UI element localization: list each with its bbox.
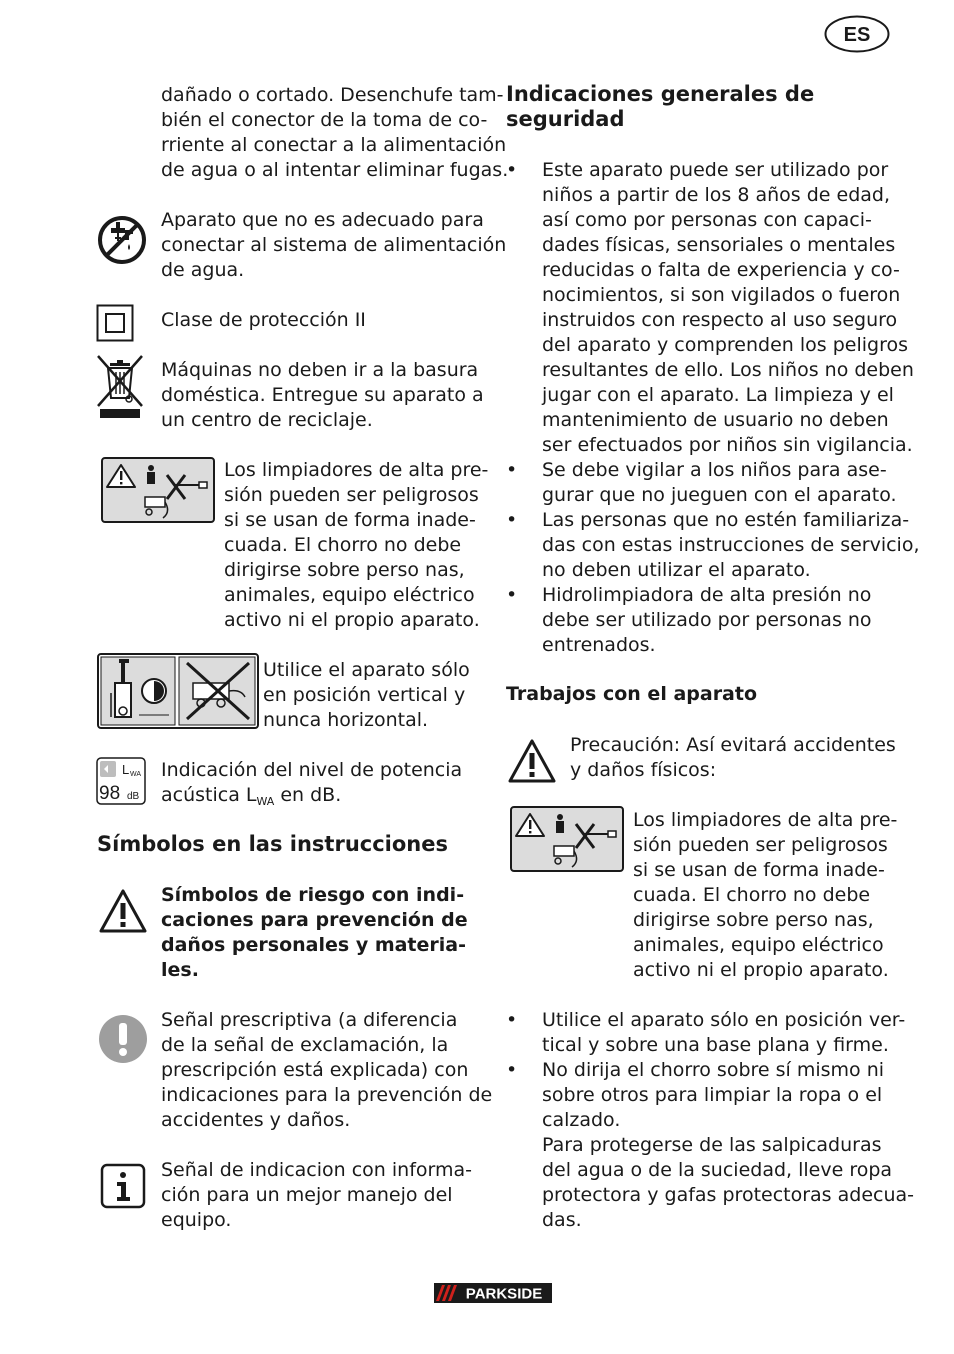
text-line: indicaciones para la prevención de — [161, 1084, 493, 1106]
high-pressure-danger-label-icon — [101, 457, 215, 523]
list-item-text — [542, 1058, 914, 1233]
text-line: accidentes y daños. — [161, 1109, 351, 1131]
text-line: de la señal de exclamación, la — [161, 1034, 449, 1056]
text-line: Utilice el aparato sólo — [263, 659, 470, 681]
text-line: animales, equipo eléctrico — [633, 934, 884, 956]
text-line: activo ni el propio aparato. — [633, 959, 889, 981]
text-line: bién el conector de la toma de co- — [161, 109, 488, 131]
caution-triangle-icon — [507, 738, 557, 784]
heading-line: Indicaciones generales de — [506, 82, 815, 106]
sound-icon-value: 98 — [99, 783, 121, 804]
text-line: daños personales y materia- — [161, 934, 466, 956]
text-line: Símbolos de riesgo con indi- — [161, 884, 465, 906]
prescriptive-sign-text — [161, 1008, 492, 1133]
text-line: sobre otros para limpiar la ropa o el — [542, 1084, 883, 1106]
brand-name: PARKSIDE — [465, 1285, 543, 1303]
text-line: calzado. — [542, 1109, 621, 1131]
text-line: dades físicas, sensoriales o mentales — [542, 234, 896, 256]
text-line: les. — [161, 959, 199, 981]
language-code: ES — [843, 24, 871, 46]
text-line: rriente al conectar a la alimentación — [161, 134, 507, 156]
text-line: ción para un mejor manejo del — [161, 1184, 453, 1206]
text-line: Este aparato puede ser utilizado por — [542, 159, 889, 181]
subscript: WA — [256, 795, 275, 808]
text-line: del aparato y comprenden los peligros — [542, 334, 908, 356]
text-line: sión pueden ser peligrosos — [633, 834, 888, 856]
bullet: • — [506, 1059, 518, 1081]
no-water-connection-icon — [96, 214, 148, 266]
text-line: un centro de reciclaje. — [161, 409, 373, 431]
sound-icon-unit: dB — [127, 791, 140, 802]
text-line: conectar al sistema de alimentación — [161, 234, 507, 256]
bullet: • — [506, 584, 518, 606]
text-line: Precaución: Así evitará accidentes — [570, 734, 896, 756]
bullet: • — [506, 459, 518, 481]
text-line: Aparato que no es adecuado para — [161, 209, 484, 231]
work-bullet-list — [506, 1008, 926, 1238]
sound-icon-sub: WA — [130, 771, 142, 778]
prescriptive-sign-icon — [98, 1014, 148, 1064]
text-line: debe ser utilizado por personas no — [542, 609, 872, 631]
safety-heading — [506, 82, 814, 132]
text-line: tical y sobre una base plana y firme. — [542, 1034, 889, 1056]
text-line: si se usan de forma inade- — [633, 859, 885, 881]
safety-bullet-list — [506, 158, 926, 658]
protection-class-text: Clase de protección II — [161, 309, 366, 331]
text-line: activo ni el propio aparato. — [224, 609, 480, 631]
intro-paragraph — [161, 83, 508, 183]
bullet: • — [506, 159, 518, 181]
text-line: das. — [542, 1209, 582, 1231]
text-line: resultantes de ello. Los niños no deben — [542, 359, 914, 381]
danger-text-left — [224, 458, 488, 633]
text-line: en posición vertical y — [263, 684, 466, 706]
text-line: así como por personas con capaci- — [542, 209, 872, 231]
text-line: cuada. El chorro no debe — [633, 884, 871, 906]
protection-class-ii-icon — [96, 304, 134, 342]
text-line: nocimientos, si son vigilados o fueron — [542, 284, 901, 306]
vertical-use-text — [263, 658, 470, 733]
text-line: Se debe vigilar a los niños para ase- — [542, 459, 887, 481]
sound-power-text — [161, 758, 462, 814]
text-line: Señal de indicacion con informa- — [161, 1159, 472, 1181]
text-line: del agua o de la suciedad, lleve ropa — [542, 1159, 893, 1181]
text-line: No dirija el chorro sobre sí mismo ni — [542, 1059, 885, 1081]
text-line: Los limpiadores de alta pre- — [633, 809, 898, 831]
text-line: sión pueden ser peligrosos — [224, 484, 479, 506]
text-line: entrenados. — [542, 634, 656, 656]
list-item-text — [542, 158, 914, 458]
sound-icon-l: L — [122, 762, 130, 777]
text-line: mantenimiento de usuario no deben — [542, 409, 889, 431]
text-line: y daños físicos: — [570, 759, 717, 781]
caution-text — [570, 733, 896, 783]
list-item-text — [542, 1008, 905, 1058]
text-line: ser efectuados por niños sin vigilancia. — [542, 434, 913, 456]
heading-line: seguridad — [506, 107, 625, 131]
vertical-use-label-icon — [97, 653, 259, 729]
text-line: no deben utilizar el aparato. — [542, 559, 811, 581]
text-line: animales, equipo eléctrico — [224, 584, 475, 606]
text-line: Señal prescriptiva (a diferencia — [161, 1009, 458, 1031]
bullet: • — [506, 509, 518, 531]
bullet: • — [506, 1009, 518, 1031]
text-line: nunca horizontal. — [263, 709, 429, 731]
text-line: Máquinas no deben ir a la basura — [161, 359, 479, 381]
text-line: das con estas instrucciones de servicio, — [542, 534, 920, 556]
text-line: si se usan de forma inade- — [224, 509, 476, 531]
text-line: niños a partir de los 8 años de edad, — [542, 184, 890, 206]
text-line: doméstica. Entregue su aparato a — [161, 384, 484, 406]
text-fragment: acústica L — [161, 784, 257, 806]
text-line: dirigirse sobre perso nas, — [633, 909, 874, 931]
list-item-text — [542, 458, 897, 508]
no-water-connection-text — [161, 208, 506, 283]
danger-text-right — [633, 808, 897, 983]
language-badge-oval — [824, 15, 890, 53]
text-line: Utilice el aparato sólo en posición ver- — [542, 1009, 906, 1031]
text-line: protectora y gafas protectoras adecua- — [542, 1184, 915, 1206]
parkside-logo — [434, 1283, 552, 1303]
text-line: dañado o cortado. Desenchufe tam- — [161, 84, 504, 106]
text-line: instruidos con respecto al uso seguro — [542, 309, 898, 331]
text-line: caciones para prevención de — [161, 909, 468, 931]
weee-text — [161, 358, 484, 433]
text-line: de agua o al intentar eliminar fugas. — [161, 159, 509, 181]
text-line: prescripción está explicada) con — [161, 1059, 469, 1081]
risk-symbols-text — [161, 883, 468, 983]
list-item-text — [542, 583, 872, 658]
text-line: Las personas que no estén familiariza- — [542, 509, 910, 531]
text-line: de agua. — [161, 259, 245, 281]
text-line: reducidas o falta de experiencia y co- — [542, 259, 900, 281]
text-line: Para protegerse de las salpicaduras — [542, 1134, 882, 1156]
language-badge — [824, 15, 890, 53]
text-line: equipo. — [161, 1209, 232, 1231]
text-line: cuada. El chorro no debe — [224, 534, 462, 556]
high-pressure-danger-label-icon — [510, 806, 624, 872]
info-sign-text — [161, 1158, 472, 1233]
text-line: Indicación del nivel de potencia — [161, 759, 463, 781]
sound-power-level-icon — [96, 757, 146, 805]
warning-triangle-icon — [98, 888, 148, 934]
text-line — [161, 783, 462, 814]
text-line: Hidrolimpiadora de alta presión no — [542, 584, 872, 606]
symbols-heading: Símbolos en las instrucciones — [97, 832, 448, 856]
text-line: gurar que no jueguen con el aparato. — [542, 484, 897, 506]
text-line: Los limpiadores de alta pre- — [224, 459, 489, 481]
text-line: jugar con el aparato. La limpieza y el — [542, 384, 894, 406]
info-sign-icon — [100, 1163, 146, 1209]
work-heading: Trabajos con el aparato — [506, 683, 758, 705]
crossed-out-bin-icon — [96, 355, 144, 421]
text-fragment: en dB. — [274, 784, 342, 806]
text-line: dirigirse sobre perso nas, — [224, 559, 465, 581]
list-item-text — [542, 508, 920, 583]
